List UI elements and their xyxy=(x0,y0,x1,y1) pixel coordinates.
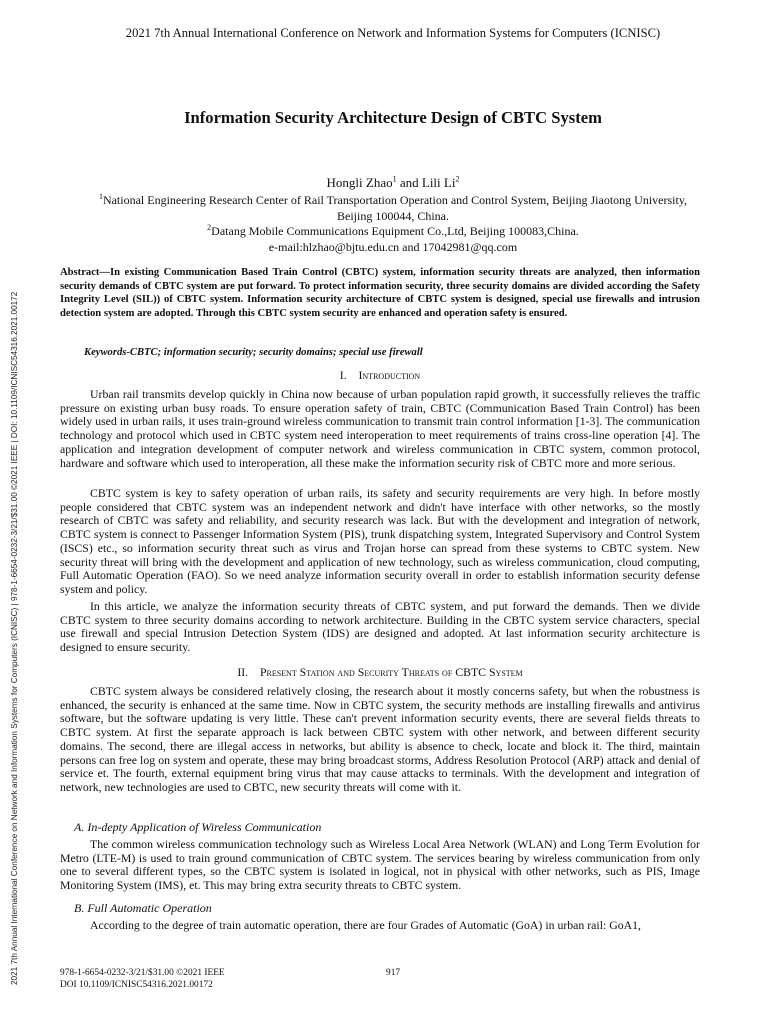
subsection-b-label: B. xyxy=(74,901,85,915)
paper-title: Information Security Architecture Design of CBTC System xyxy=(184,108,602,127)
affiliation-1 xyxy=(60,193,726,209)
footer-isbn: 978-1-6654-0232-3/21/$31.00 ©2021 IEEE xyxy=(60,968,225,978)
section-1-paragraph-1: Urban rail transmits develop quickly in China now because of urban population rapid growth, it successfully relieves the traffic pressure on existing urban busy roads. To ensure operation safety of train, CBTC (Communication Based Train Control) has been widely used in urban rails, it uses train-ground wireless communication to transmit train control information [1-3]. The communication technology and protocol which used in CBTC system need interoperation to meet requirements of trains cross-line operation [4]. The application and integration development of computer network and wireless communication in CBTC system, common protocol, hardware and software which used to interoperation, all these make the information security risk of CBTC more and more serious. xyxy=(60,387,700,470)
side-banner: 2021 7th Annual International Conference on Network and Information Systems for Computers (ICNISC) | 978-1-6654-0232-3/21/$31.00 ©2021 IEEE | DOI: 10.1109/ICNISC54316.2021.00172 xyxy=(10,291,19,985)
author-line xyxy=(60,175,726,191)
subsection-b-paragraph: According to the degree of train automatic operation, there are four Grades of Automatic (GoA) in urban rail: GoA1, xyxy=(90,918,641,932)
footer-publication-info xyxy=(60,968,225,991)
subsection-a-title: In-depty Application of Wireless Communication xyxy=(87,820,322,834)
email-line: e-mail:hlzhao@bjtu.edu.cn and 17042981@qq.com xyxy=(268,239,518,254)
abstract: Abstract—In existing Communication Based Train Control (CBTC) system, information security threats are analyzed, then information security demands of CBTC system are put forward. To protect information security, three security domains are divided according the Safety Integrity Level (SIL)) of CBTC system. Information security architecture of CBTC system is designed, special use firewalls and intrusion detection system are adopted. Through this CBTC system security are enhanced and operation safety is ensured. xyxy=(60,267,700,319)
affiliation-2 xyxy=(60,224,726,240)
affiliation-1-line1: National Engineering Research Center of Rail Transportation Operation and Control System, Beijing Jiaotong University, xyxy=(102,193,688,207)
subsection-a-heading xyxy=(74,820,321,835)
page-number: 917 xyxy=(386,968,401,978)
affiliation-2-sup: 2 xyxy=(207,223,212,232)
affiliation-2-text: Datang Mobile Communications Equipment Co.,Ltd, Beijing 100083,China. xyxy=(211,224,579,238)
subsection-a-label: A. xyxy=(74,820,85,834)
subsection-a-paragraph: The common wireless communication technology such as Wireless Local Area Network (WLAN) and Long Term Evolution for Metro (LTE-M) is used to train ground communication of CBTC system. The services bearing by wireless communication from only one to several different types, so the CBTC system is isolated in logical, not in physical with other networks, such as PIS, Image Monitoring System (IMS), et. This may bring extra security threats to CBTC system. xyxy=(60,837,700,893)
section-1-paragraph-3: In this article, we analyze the information security threats of CBTC system, and put forward the demands. Then we divide CBTC system to three security domains according to network architecture. Building in the CBTC system service characters, special use firewall and special Intrusion Detection System (IDS) are designed and adopted. At last information security architecture is designed to ensure security. xyxy=(60,599,700,655)
section-2-heading xyxy=(60,665,700,680)
section-1-heading xyxy=(60,368,700,383)
section-2-title: Present Station and Security Threats of CBTC System xyxy=(259,665,523,679)
section-1-title: Introduction xyxy=(358,368,421,382)
footer-doi: DOI 10.1109/ICNISC54316.2021.00172 xyxy=(60,979,213,990)
keywords: Keywords-CBTC; information security; security domains; special use firewall xyxy=(84,347,423,358)
affiliations xyxy=(60,193,726,255)
author-2-sup: 2 xyxy=(455,174,460,184)
section-2-number: II. xyxy=(237,665,249,679)
affiliation-1-line2: Beijing 100044, China. xyxy=(337,208,449,223)
section-2-paragraph-1: CBTC system always be considered relatively closing, the research about it mostly concerns safety, but when the robustness is enhanced, the security is enhanced at the same time. Now in CBTC system, the security methods are installing firewalls and antivirus software, but the software updating is very little. These can't prevent information security events, there are several fields threats to CBTC system. At first the separate approach is lack between CBTC system with other network, and between different security domains. The second, there are illegal access in networks, but ability is absence to check, locate and block it. The third, maintain persons can free log on system and operate, these may bring broadcast storms, Address Resolution Protocol (ARP) attack and denial of service et. The fourth, external equipment bring virus that may cause attacks to terminals. With the development and integration of network, new technologies are used to CBTC, new security threats will come with it. xyxy=(60,684,700,794)
author-1-sup: 1 xyxy=(392,174,397,184)
subsection-b-title: Full Automatic Operation xyxy=(87,901,212,915)
section-1-paragraph-2: CBTC system is key to safety operation of urban rails, its safety and security requirements are very high. In before mostly people considered that CBTC system was an independent network and didn't have interface with other networks, so the mostly research of CBTC was safety and reliability, and security research was lack. But with the development and integration of network, CBTC system is connect to Passenger Information System (PIS), trunk dispatching system, Integrated Supervisory and Control System (ISCS) etc., so information security threat such as virus and Trojan horse can spread from these systems to CBTC system. New security threat will bring with the development and application of new technology, such as wireless communication, cloud computing, Full Automatic Operation (FAO). So we need analyze information security overall in order to establish information security defense system and policy. xyxy=(60,486,700,596)
author-2: Lili Li xyxy=(421,175,456,190)
affiliation-1-sup: 1 xyxy=(98,192,103,201)
section-1-number: I. xyxy=(339,368,347,382)
author-1: Hongli Zhao xyxy=(326,175,393,190)
author-joiner: and xyxy=(396,175,422,190)
conference-header: 2021 7th Annual International Conference on Network and Information Systems for Computers (ICNISC) xyxy=(125,26,661,40)
subsection-b-heading xyxy=(74,901,212,916)
